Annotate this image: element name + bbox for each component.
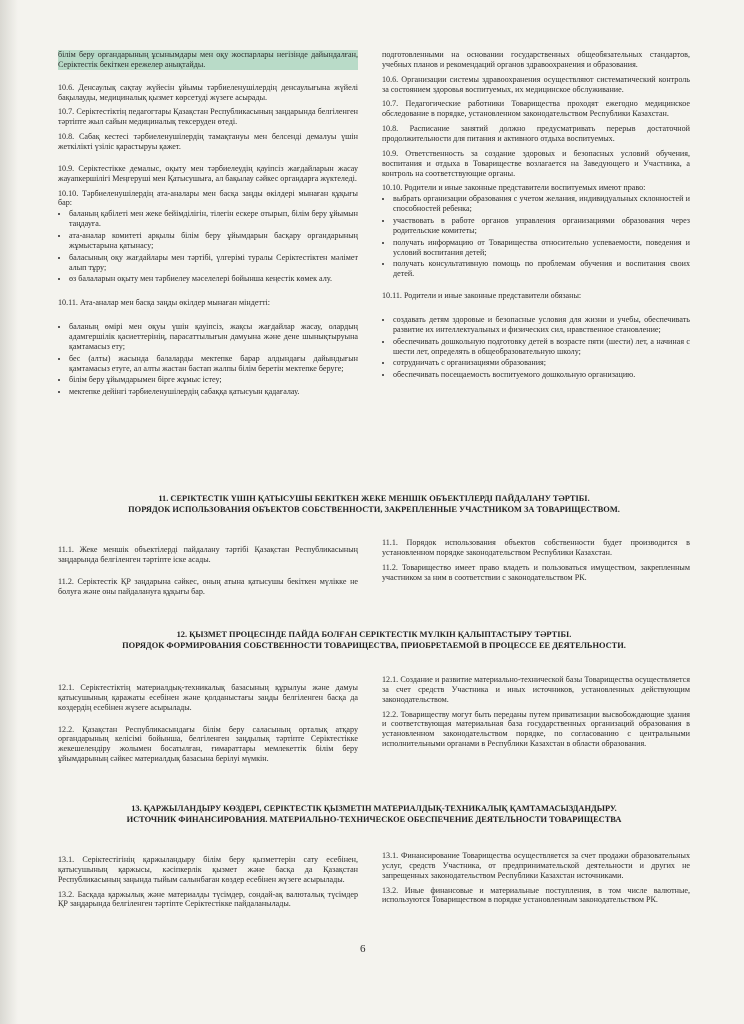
list-item: • получать информацию от Товарищества относительно успеваемости, поведения и условий воспитания детей; xyxy=(393,238,690,258)
ru-paragraph-12-1: 12.1. Создание и развитие материально-технической базы Товарищества осуществляется за счет средств Участника и иных источников, установленных действующим законодательством. xyxy=(382,675,690,704)
list-item: • создавать детям здоровые и безопасные условия для жизни и учебы, обеспечивать развитие их интеллектуальных и физических сил, нравственное становление; xyxy=(393,315,690,335)
list-item: • обеспечивать дошкольную подготовку детей в возрасте пяти (шести) лет, а начиная с шести лет, определять в общеобразовательную школу; xyxy=(393,337,690,357)
list-item: • получать консультативную помощь по проблемам обучения и воспитания своих детей. xyxy=(393,259,690,279)
kz-paragraph-13-1: 13.1. Серіктестігінің қаржыландыру білім беру қызметтерін сату есебінен, қатысушының қаржысы, кәсіпкерлік қызмет және басқа да Қазақстан Республикасының заңында тыйым салынбаған көздер есебінен жүзеге асырылады. xyxy=(58,855,358,884)
kz-paragraph-10-8: 10.8. Сабақ кестесі тәрбиеленушілердің тамақтануы мен белсенді демалуы үшін жеткілікті үзіліс қарастыруы қажет. xyxy=(58,132,358,152)
section-13-heading-ru: ИСТОЧНИК ФИНАНСИРОВАНИЯ. МАТЕРИАЛЬНО-ТЕХНИЧЕСКОЕ ОБЕСПЕЧЕНИЕ ДЕЯТЕЛЬНОСТИ ТОВАРИЩЕСТВА xyxy=(126,814,622,824)
section-12-heading-kz: 12. ҚЫЗМЕТ ПРОЦЕСІНДЕ ПАЙДА БОЛҒАН СЕРІКТЕСТІК МҮЛКІН ҚАЛЫПТАСТЫРУ ТӘРТІБІ. xyxy=(176,630,572,639)
ru-intro-paragraph: подготовленными на основании государственных общеобязательных стандартов, учебных планов и рекомендаций органов здравоохранения и образования. xyxy=(382,50,690,69)
kz-column-section-12 xyxy=(58,683,358,769)
page-number: 6 xyxy=(360,943,366,955)
kz-paragraph-10-11: 10.11. Ата-аналар мен басқа заңды өкілдер мынаған міндетті: xyxy=(58,298,271,308)
section-13-heading xyxy=(58,804,690,826)
ru-column-section-13 xyxy=(382,851,690,910)
list-item: • баланың өмірі мен оқуы үшін қауіпсіз, жақсы жағдайлар жасау, олардың адамгершілік қасиеттерінің, парасаттылығын дамуына және дене шынықтыруына қамтамасыз ету; xyxy=(69,322,358,352)
list-item: • өз балаларын оқыту мен тәрбиелеу мәселелері бойынша кеңестік көмек алу. xyxy=(69,274,358,284)
section-11-heading-ru: ПОРЯДОК ИСПОЛЬЗОВАНИЯ ОБЪЕКТОВ СОБСТВЕННОСТИ, ЗАКРЕПЛЕННЫЕ УЧАСТНИКОМ ЗА ТОВАРИЩЕСТВОМ. xyxy=(128,504,620,514)
kz-column-section-10 xyxy=(58,50,358,402)
ru-duties-list xyxy=(382,315,690,380)
scan-edge-shadow xyxy=(0,0,18,1024)
kz-duties-list xyxy=(58,322,358,397)
ru-paragraph-13-1: 13.1. Финансирование Товарищества осуществляется за счет продажи образовательных услуг, средств Участника, от предпринимательской деятельности и других не запрещенных законодательством Республики Казахстан источниками. xyxy=(382,851,690,880)
kz-paragraph-11-1: 11.1. Жеке меншік объектілерді пайдалану тәртібі Қазақстан Республикасының заңдарында белгіленген тәртіпте іске асады. xyxy=(58,545,358,564)
section-12-heading-ru: ПОРЯДОК ФОРМИРОВАНИЯ СОБСТВЕННОСТИ ТОВАРИЩЕСТВА, ПРИОБРЕТАЕМОЙ В ПРОЦЕССЕ ЕЕ ДЕЯТЕЛЬНОСТИ. xyxy=(122,640,626,650)
kz-paragraph-11-2: 11.2. Серіктестік ҚР заңдарына сәйкес, оның атына қатысушы бекіткен мүлікке не болуға және оны пайдалануға құқығы бар. xyxy=(58,576,358,596)
kz-paragraph-13-2: 13.2. Басқада қаржылық және материалды түсімдер, сондай-ақ валюталық түсімдер ҚР заңдарында белгіленген тәртіпте Серіктестікке пайдаланылады. xyxy=(58,889,358,909)
ru-paragraph-10-6: 10.6. Организации системы здравоохранения осуществляют систематический контроль за состоянием здоровья воспитуемых, их медицинское обслуживание. xyxy=(382,74,690,94)
kz-paragraph-10-9: 10.9. Серіктестікке демалыс, оқыту мен тәрбиелеудің қауіпсіз жағдайларын жасау жауапкершілігі Меңгеруші мен Қатысушыға, ал бақылау сәйкес органдарға жүктеледі. xyxy=(58,163,358,183)
list-item: • білім беру ұйымдарымен бірге жұмыс істеу; xyxy=(69,375,358,385)
kz-paragraph-10-10: 10.10. Тәрбиеленушілердің ата-аналары мен басқа заңды өкілдері мынаған құқығы бар: xyxy=(58,188,358,208)
list-item: • сотрудничать с организациями образования; xyxy=(393,358,690,368)
list-item: • обеспечивать посещаемость воспитуемого дошкольную организацию. xyxy=(393,370,690,380)
kz-paragraph-12-1: 12.1. Серіктестіктің материалдық-техникалық базасының құрылуы және дамуы қатысушының қаражаты есебінен және қолданыстағы заңды белгіленген басқа да көздердің есебінен жүзеге асырылады. xyxy=(58,683,358,712)
list-item: • мектепке дейінгі тәрбиеленушілердің сабаққа қатысуын қадағалау. xyxy=(69,387,358,397)
list-item: • участвовать в работе органов управления организациями образования через родительские комитеты; xyxy=(393,216,690,236)
kz-column-section-11 xyxy=(58,545,358,601)
ru-paragraph-11-1: 11.1. Порядок использования объектов собственности будет производится в установленном порядке законодательством Республики Казахстан. xyxy=(382,538,690,557)
ru-column-section-10 xyxy=(382,50,690,385)
kz-paragraph-10-6: 10.6. Денсаулық сақтау жүйесін ұйымы тәрбиеленушілердің денсаулығына жүйелі бақылауды, медициналық қызмет көрсетуді жүзеге асырады. xyxy=(58,82,358,102)
ru-paragraph-12-2: 12.2. Товариществу могут быть переданы путем приватизации высвобождающие здания и соответствующая материальная база государственных организаций образования в установленном законодательством порядке, по согласованию с центральными исполнительными органами в Республики Казахстан в области образования. xyxy=(382,709,690,749)
ru-rights-list xyxy=(382,194,690,279)
ru-column-section-12 xyxy=(382,675,690,754)
kz-paragraph-10-7: 10.7. Серіктестіктің педагогтары Қазақстан Республикасының заңдарында белгіленген тәртіпте жыл сайын медициналық тексеруден өтеді. xyxy=(58,107,358,127)
section-12-heading xyxy=(58,630,690,652)
section-11-heading-kz: 11. СЕРІКТЕСТІК ҮШІН ҚАТЫСУШЫ БЕКІТКЕН ЖЕКЕ МЕНШІК ОБЪЕКТІЛЕРДІ ПАЙДАЛАНУ ТӘРТІБІ. xyxy=(158,494,590,503)
ru-paragraph-10-7: 10.7. Педагогические работники Товарищества проходят ежегодно медицинское обследование в порядке, установленном законодательством Республики Казахстан. xyxy=(382,99,690,119)
ru-paragraph-10-9: 10.9. Ответственность за создание здоровых и безопасных условий обучения, воспитания и отдыха в Товариществе возлагается на Заведующего и Участника, а контроль на соответствующие органы. xyxy=(382,148,690,178)
section-13-heading-kz: 13. ҚАРЖЫЛАНДЫРУ КӨЗДЕРІ, СЕРІКТЕСТІК ҚЫЗМЕТІН МАТЕРИАЛДЫҚ-ТЕХНИКАЛЫҚ ҚАМТАМАСЫЗДАНДЫРУ. xyxy=(131,804,617,813)
kz-paragraph-12-2: 12.2. Қазақстан Республикасындағы білім беру саласының орталық атқару органдарының келісімі бойынша, белгіленген заңдылық тәртіпте Серіктестікке жекешелендіру жолымен босатылған, ғимараттары мемлекеттік білім беру ұйымдарының сәйкес материалдық базасына берілуі мүмкін. xyxy=(58,724,358,764)
section-11-heading xyxy=(58,494,690,516)
kz-column-section-13 xyxy=(58,855,358,914)
ru-paragraph-13-2: 13.2. Иные финансовые и материальные поступления, в том числе валютные, используются Товариществом в порядке установленным законодательством РК. xyxy=(382,885,690,905)
ru-paragraph-11-2: 11.2. Товарищество имеет право владеть и пользоваться имуществом, закрепленным участником за ним в соответствии с законодательством РК. xyxy=(382,562,690,582)
kz-rights-list xyxy=(58,209,358,284)
ru-paragraph-10-8: 10.8. Расписание занятий должно предусматривать перерыв достаточной продолжительности для питания и активного отдыха воспитуемых. xyxy=(382,124,690,144)
list-item: • баланың қабілеті мен жеке бейімділігін, тілегін ескере отырып, білім беру ұйымын таңдауға. xyxy=(69,209,358,229)
list-item: • выбрать организации образования с учетом желания, индивидуальных склонностей и способностей ребенка; xyxy=(393,194,690,214)
list-item: • баласының оқу жағдайлары мен тәртібі, үлгерімі туралы Серіктестіктен мәлімет алып тұру; xyxy=(69,253,358,273)
ru-paragraph-10-11: 10.11. Родители и иные законные представители обязаны: xyxy=(382,291,582,301)
ru-paragraph-10-10: 10.10. Родители и иные законные представители воспитуемых имеют право: xyxy=(382,183,646,193)
ru-column-section-11 xyxy=(382,538,690,587)
kz-intro-paragraph: білім беру органдарының ұсынымдары мен оқу жоспарлары негізінде дайындалған, Серіктестік бекіткен ережелер анықтайды. xyxy=(58,50,358,69)
list-item: • бес (алты) жасында балаларды мектепке барар алдындағы дайындығын қамтамасыз етуге, ал алты жастан бастап жалпы білім беретін мектепке беруге; xyxy=(69,354,358,374)
list-item: • ата-аналар комитеті арқылы білім беру ұйымдарын басқару органдарының жұмыстарына қатынасу; xyxy=(69,231,358,251)
